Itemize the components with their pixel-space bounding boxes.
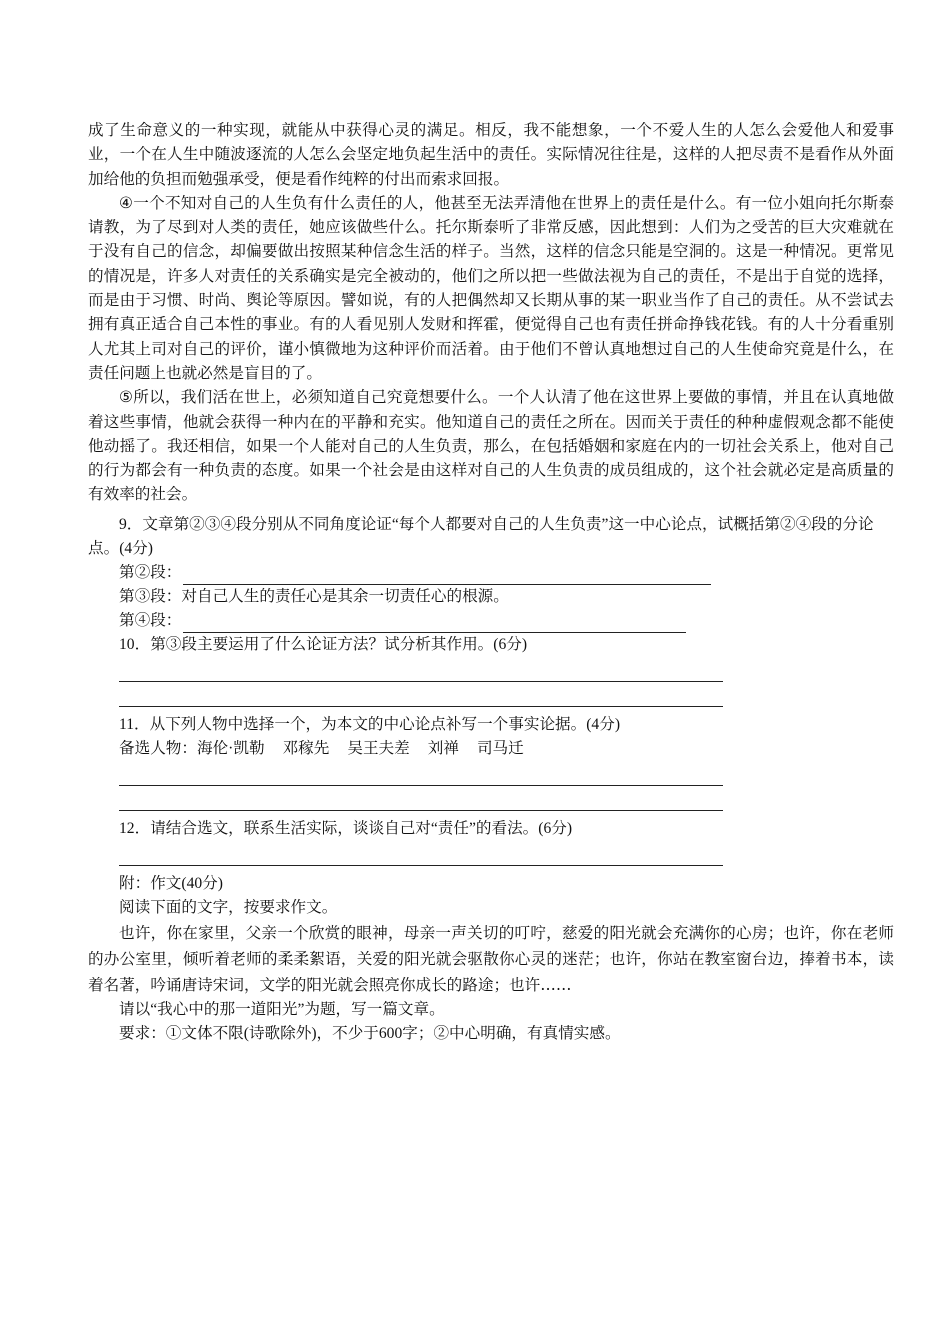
essay-instruction: 阅读下面的文字，按要求作文。 (119, 898, 338, 916)
answer-row-para-4 (88, 609, 894, 633)
answer-text-para-3: 对自己人生的责任心是其余一切责任心的根源。 (181, 587, 509, 605)
question-9: 9．文章第②③④段分别从不同角度论证“每个人都要对自己的人生负责”这一中心论点，试概括第②④段的分论点。(4分) (88, 515, 874, 557)
answer-row-para-3 (88, 585, 894, 609)
answer-label-para-2: 第②段： (119, 563, 182, 581)
candidate-option: 海伦·凯勒 (196, 739, 265, 757)
answer-line-q11-1[interactable] (119, 761, 723, 786)
passage-paragraph-5: ⑤所以，我们活在世上，必须知道自己究竟想要什么。一个人认清了他在这世界上要做的事情，并且在认真地做着这些事情，他就会获得一种内在的平静和充实。他知道自己的责任之所在。因而关于责任的种种虚假观念都不能使他动摇了。我还相信，如果一个人能对自己的人生负责，那么，在包括婚姻和家庭在内的一切社会关系上，他对自己的行为都会有一种负责的态度。如果一个社会是由这样对自己的人生负责的成员组成的，这个社会就必定是高质量的有效率的社会。 (88, 388, 894, 504)
essay-prompt: 也许，你在家里，父亲一个欣赏的眼神，母亲一声关切的叮咛，慈爱的阳光就会充满你的心房；也许，你在老师的办公室里，倾听着老师的柔柔絮语，关爱的阳光就会驱散你心灵的迷茫；也许，你站在教室窗台边，捧着书本，读着名著，吟诵唐诗宋词，文学的阳光就会照亮你成长的路途；也许…… (88, 923, 894, 994)
answer-row-para-2 (88, 561, 894, 585)
question-12: 12．请结合选文，联系生活实际，谈谈自己对“责任”的看法。(6分) (119, 819, 573, 837)
answer-line-q10-1[interactable] (119, 657, 723, 682)
essay-topic: 请以“我心中的那一道阳光”为题，写一篇文章。 (119, 1000, 445, 1018)
answer-line-q11-2[interactable] (119, 786, 723, 811)
candidate-list-label: 备选人物： (119, 739, 197, 757)
candidate-option: 刘禅 (427, 739, 459, 757)
essay-requirements: 要求：①文体不限(诗歌除外)，不少于600字；②中心明确，有真情实感。 (119, 1024, 621, 1042)
answer-line-q10-2[interactable] (119, 682, 723, 707)
candidate-option: 吴王夫差 (347, 739, 410, 757)
answer-label-para-3: 第③段： (119, 587, 182, 605)
answer-blank-para-2[interactable] (183, 567, 711, 585)
answer-blank-para-4[interactable] (183, 615, 686, 633)
passage-paragraph-4: ④一个不知对自己的人生负有什么责任的人，他甚至无法弄清他在世界上的责任是什么。有一位小姐向托尔斯泰请教，为了尽到对人类的责任，她应该做些什么。托尔斯泰听了非常反感，因此想到：人们为之受苦的巨大灾难就在于没有自己的信念，却偏要做出按照某种信念生活的样子。当然，这样的信念只能是空洞的。这是一种情况。更常见的情况是，许多人对责任的关系确实是完全被动的，他们之所以把一些做法视为自己的责任，不是出于自觉的选择，而是由于习惯、时尚、舆论等原因。譬如说，有的人把偶然却又长期从事的某一职业当作了自己的责任。从不尝试去拥有真正适合自己本性的事业。有的人看见别人发财和挥霍，便觉得自己也有责任拼命挣钱花钱。有的人十分看重别人尤其上司对自己的评价，谨小慎微地为这种评价而活着。由于他们不曾认真地想过自己的人生使命究竟是什么，在责任问题上也就必然是盲目的了。 (88, 193, 894, 382)
document-page (88, 118, 894, 1046)
candidate-option: 司马迁 (476, 739, 524, 757)
passage-paragraph-continued: 成了生命意义的一种实现，就能从中获得心灵的满足。相反，我不能想象，一个不爱人生的人怎么会爱他人和爱事业，一个在人生中随波逐流的人怎么会坚定地负起生活中的责任。实际情况往往是，这样的人把尽责不是看作从外面加给他的负担而勉强承受，便是看作纯粹的付出而索求回报。 (88, 121, 894, 188)
question-10: 10．第③段主要运用了什么论证方法？试分析其作用。(6分) (119, 635, 528, 653)
question-11: 11．从下列人物中选择一个，为本文的中心论点补写一个事实论据。(4分) (119, 715, 621, 733)
answer-line-q12-1[interactable] (119, 841, 723, 866)
candidate-option: 邓稼先 (282, 739, 330, 757)
essay-title: 附：作文(40分) (119, 874, 223, 892)
answer-label-para-4: 第④段： (119, 611, 182, 629)
candidate-list (88, 737, 894, 761)
